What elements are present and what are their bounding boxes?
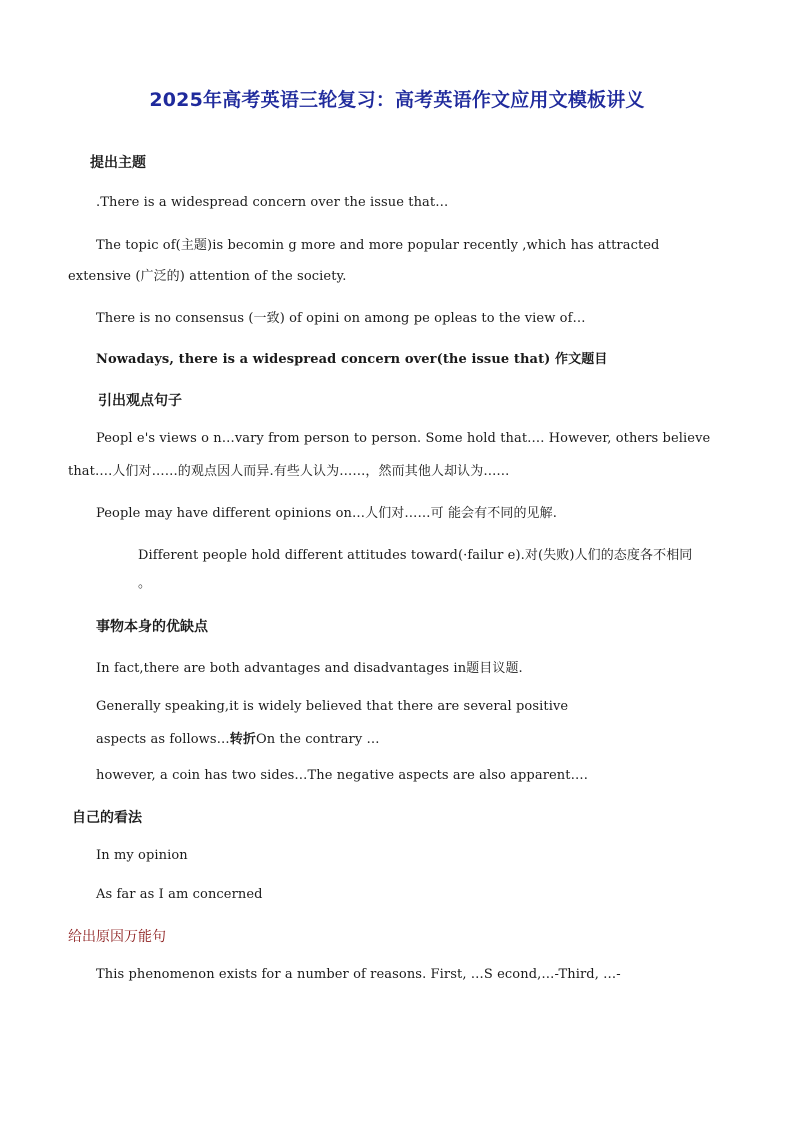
text-line: however, a coin has two sides…The negative aspects are also apparent….: [96, 768, 588, 783]
text-line: There is no consensus (一致) of opini on among pe opleas to the view of…: [96, 311, 586, 326]
text-span-bold: 转折: [229, 732, 256, 747]
section-heading-pros-cons: 事物本身的优缺点: [96, 619, 208, 635]
document-title: 2025年高考英语三轮复习：高考英语作文应用文模板讲义: [149, 89, 645, 111]
section-heading-topic: 提出主题: [90, 155, 146, 171]
text-line: extensive (广泛的) attention of the society.: [68, 269, 347, 284]
text-line: Generally speaking,it is widely believed that there are several positive: [96, 699, 569, 714]
text-line: 。: [138, 576, 152, 591]
text-line: People may have different opinions on…人们对……可 能会有不同的见解.: [96, 506, 557, 521]
text-line: Peopl e's views o n…vary from person to person. Some hold that…. However, others believe: [96, 431, 711, 446]
section-heading-reasons: 给出原因万能句: [68, 929, 166, 945]
text-span: On the contrary …: [255, 732, 380, 747]
text-line-bold: Nowadays, there is a widespread concern over(the issue that) 作文题目: [96, 352, 608, 367]
text-line: In my opinion: [96, 848, 188, 863]
text-span: aspects as follows…: [96, 732, 230, 747]
text-line: In fact,there are both advantages and disadvantages in题目议题.: [96, 661, 523, 676]
section-heading-opinion: 自己的看法: [72, 810, 142, 826]
text-line: .There is a widespread concern over the issue that…: [96, 195, 449, 210]
text-line: The topic of(主题)is becomin g more and more popular recently ,which has attracted: [96, 238, 660, 253]
section-heading-viewpoints: 引出观点句子: [98, 393, 182, 409]
text-line: that….人们对……的观点因人而异.有些人认为……，然而其他人却认为……: [68, 464, 510, 479]
text-line: As far as I am concerned: [96, 887, 263, 902]
text-line: [96, 728, 380, 747]
text-line: This phenomenon exists for a number of reasons. First, …S econd,…-Third, …-: [96, 967, 621, 982]
text-line: Different people hold different attitudes toward(·failur e).对(失败)人们的态度各不相同: [138, 548, 693, 563]
